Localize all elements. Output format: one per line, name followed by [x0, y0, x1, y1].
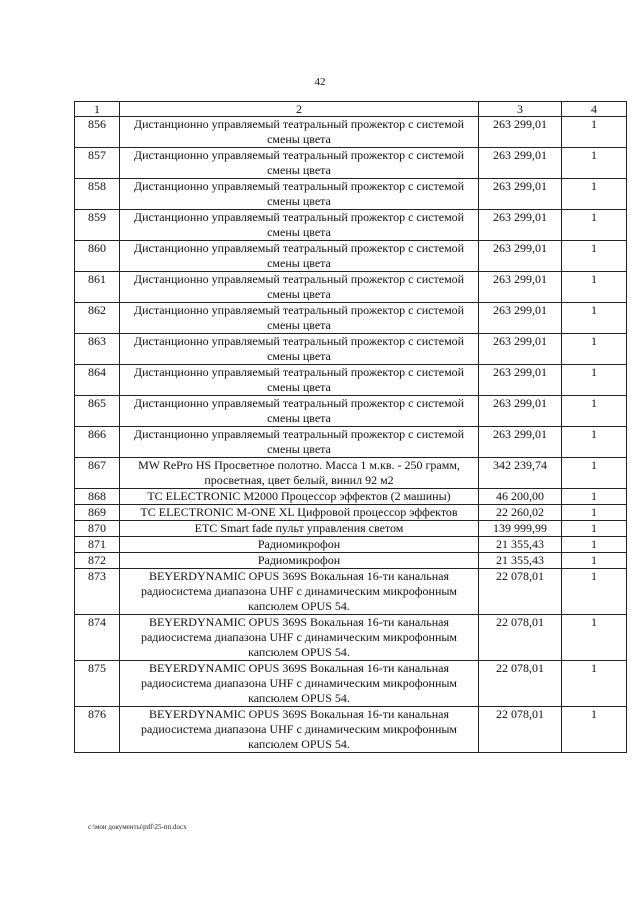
item-price-cell: 22 078,01 — [479, 615, 562, 661]
row-number-cell: 864 — [75, 365, 120, 396]
item-name-cell: BEYERDYNAMIC OPUS 369S Вокальная 16-ти канальная радиосистема диапазона UHF с динамическим микрофонным капсюлем OPUS 54. — [120, 707, 479, 753]
table-row — [75, 241, 627, 272]
table-row — [75, 707, 627, 753]
row-number-cell: 867 — [75, 458, 120, 489]
table-row — [75, 179, 627, 210]
table-row — [75, 537, 627, 553]
item-name-cell: Дистанционно управляемый театральный прожектор с системой смены цвета — [120, 210, 479, 241]
item-quantity-cell: 1 — [562, 210, 627, 241]
item-price-cell: 139 999,99 — [479, 521, 562, 537]
item-name-cell: BEYERDYNAMIC OPUS 369S Вокальная 16-ти канальная радиосистема диапазона UHF с динамическим микрофонным капсюлем OPUS 54. — [120, 661, 479, 707]
row-number-cell: 872 — [75, 553, 120, 569]
item-name-cell: Радиомикрофон — [120, 553, 479, 569]
header-col-1: 1 — [75, 102, 120, 117]
item-quantity-cell: 1 — [562, 458, 627, 489]
item-name-cell: Дистанционно управляемый театральный прожектор с системой смены цвета — [120, 427, 479, 458]
table-row — [75, 365, 627, 396]
table-row — [75, 553, 627, 569]
table-row — [75, 396, 627, 427]
item-name-cell: Дистанционно управляемый театральный прожектор с системой смены цвета — [120, 241, 479, 272]
item-price-cell: 263 299,01 — [479, 210, 562, 241]
item-price-cell: 263 299,01 — [479, 303, 562, 334]
item-quantity-cell: 1 — [562, 241, 627, 272]
item-quantity-cell: 1 — [562, 365, 627, 396]
item-quantity-cell: 1 — [562, 521, 627, 537]
table-row — [75, 117, 627, 148]
item-quantity-cell: 1 — [562, 427, 627, 458]
row-number-cell: 871 — [75, 537, 120, 553]
row-number-cell: 862 — [75, 303, 120, 334]
item-name-cell: Дистанционно управляемый театральный прожектор с системой смены цвета — [120, 272, 479, 303]
item-price-cell: 263 299,01 — [479, 396, 562, 427]
item-name-cell: Дистанционно управляемый театральный прожектор с системой смены цвета — [120, 396, 479, 427]
row-number-cell: 857 — [75, 148, 120, 179]
table-row — [75, 521, 627, 537]
item-name-cell: Дистанционно управляемый театральный прожектор с системой смены цвета — [120, 365, 479, 396]
table-row — [75, 272, 627, 303]
item-quantity-cell: 1 — [562, 707, 627, 753]
item-quantity-cell: 1 — [562, 148, 627, 179]
row-number-cell: 874 — [75, 615, 120, 661]
header-col-4: 4 — [562, 102, 627, 117]
item-quantity-cell: 1 — [562, 537, 627, 553]
page-number: 42 — [314, 76, 326, 88]
item-price-cell: 22 260,02 — [479, 505, 562, 521]
row-number-cell: 861 — [75, 272, 120, 303]
table-row — [75, 303, 627, 334]
item-quantity-cell: 1 — [562, 661, 627, 707]
item-name-cell: BEYERDYNAMIC OPUS 369S Вокальная 16-ти канальная радиосистема диапазона UHF с динамическим микрофонным капсюлем OPUS 54. — [120, 615, 479, 661]
item-name-cell: BEYERDYNAMIC OPUS 369S Вокальная 16-ти канальная радиосистема диапазона UHF с динамическим микрофонным капсюлем OPUS 54. — [120, 569, 479, 615]
table-row — [75, 489, 627, 505]
table-body — [75, 102, 627, 753]
item-price-cell: 46 200,00 — [479, 489, 562, 505]
row-number-cell: 875 — [75, 661, 120, 707]
table-row — [75, 615, 627, 661]
item-name-cell: MW RePro HS Просветное полотно. Масса 1 м.кв. - 250 грамм, просветная, цвет белый, винил 92 м2 — [120, 458, 479, 489]
table-row — [75, 427, 627, 458]
item-name-cell: Дистанционно управляемый театральный прожектор с системой смены цвета — [120, 334, 479, 365]
item-name-cell: Дистанционно управляемый театральный прожектор с системой смены цвета — [120, 148, 479, 179]
header-col-2: 2 — [120, 102, 479, 117]
item-quantity-cell: 1 — [562, 553, 627, 569]
item-name-cell: TC ELECTRONIC M-ONE XL Цифровой процессор эффектов — [120, 505, 479, 521]
item-quantity-cell: 1 — [562, 334, 627, 365]
row-number-cell: 860 — [75, 241, 120, 272]
row-number-cell: 856 — [75, 117, 120, 148]
row-number-cell: 876 — [75, 707, 120, 753]
item-price-cell: 263 299,01 — [479, 334, 562, 365]
item-name-cell: Радиомикрофон — [120, 537, 479, 553]
table-row — [75, 661, 627, 707]
inventory-table — [74, 101, 627, 753]
item-name-cell: Дистанционно управляемый театральный прожектор с системой смены цвета — [120, 117, 479, 148]
item-name-cell: Дистанционно управляемый театральный прожектор с системой смены цвета — [120, 179, 479, 210]
row-number-cell: 866 — [75, 427, 120, 458]
item-quantity-cell: 1 — [562, 615, 627, 661]
item-quantity-cell: 1 — [562, 489, 627, 505]
item-quantity-cell: 1 — [562, 117, 627, 148]
item-name-cell: Дистанционно управляемый театральный прожектор с системой смены цвета — [120, 303, 479, 334]
item-price-cell: 263 299,01 — [479, 117, 562, 148]
row-number-cell: 868 — [75, 489, 120, 505]
item-price-cell: 21 355,43 — [479, 553, 562, 569]
row-number-cell: 858 — [75, 179, 120, 210]
footer-file-path: c:\мои документы\pdf\25-пп.docx — [88, 823, 187, 831]
table-header-row — [75, 102, 627, 117]
table-row — [75, 505, 627, 521]
item-price-cell: 21 355,43 — [479, 537, 562, 553]
item-quantity-cell: 1 — [562, 303, 627, 334]
table-row — [75, 334, 627, 365]
item-price-cell: 263 299,01 — [479, 365, 562, 396]
item-price-cell: 263 299,01 — [479, 179, 562, 210]
item-price-cell: 263 299,01 — [479, 427, 562, 458]
item-name-cell: TC ELECTRONIC M2000 Процессор эффектов (2 машины) — [120, 489, 479, 505]
item-price-cell: 342 239,74 — [479, 458, 562, 489]
row-number-cell: 869 — [75, 505, 120, 521]
item-name-cell: ETC Smart fade пульт управления светом — [120, 521, 479, 537]
row-number-cell: 865 — [75, 396, 120, 427]
item-quantity-cell: 1 — [562, 569, 627, 615]
table-row — [75, 210, 627, 241]
row-number-cell: 863 — [75, 334, 120, 365]
item-price-cell: 22 078,01 — [479, 569, 562, 615]
item-price-cell: 22 078,01 — [479, 707, 562, 753]
item-price-cell: 22 078,01 — [479, 661, 562, 707]
table-row — [75, 569, 627, 615]
row-number-cell: 870 — [75, 521, 120, 537]
item-price-cell: 263 299,01 — [479, 148, 562, 179]
header-col-3: 3 — [479, 102, 562, 117]
item-price-cell: 263 299,01 — [479, 241, 562, 272]
table-row — [75, 148, 627, 179]
table-row — [75, 458, 627, 489]
row-number-cell: 859 — [75, 210, 120, 241]
item-quantity-cell: 1 — [562, 505, 627, 521]
item-quantity-cell: 1 — [562, 179, 627, 210]
item-price-cell: 263 299,01 — [479, 272, 562, 303]
item-quantity-cell: 1 — [562, 272, 627, 303]
item-quantity-cell: 1 — [562, 396, 627, 427]
row-number-cell: 873 — [75, 569, 120, 615]
